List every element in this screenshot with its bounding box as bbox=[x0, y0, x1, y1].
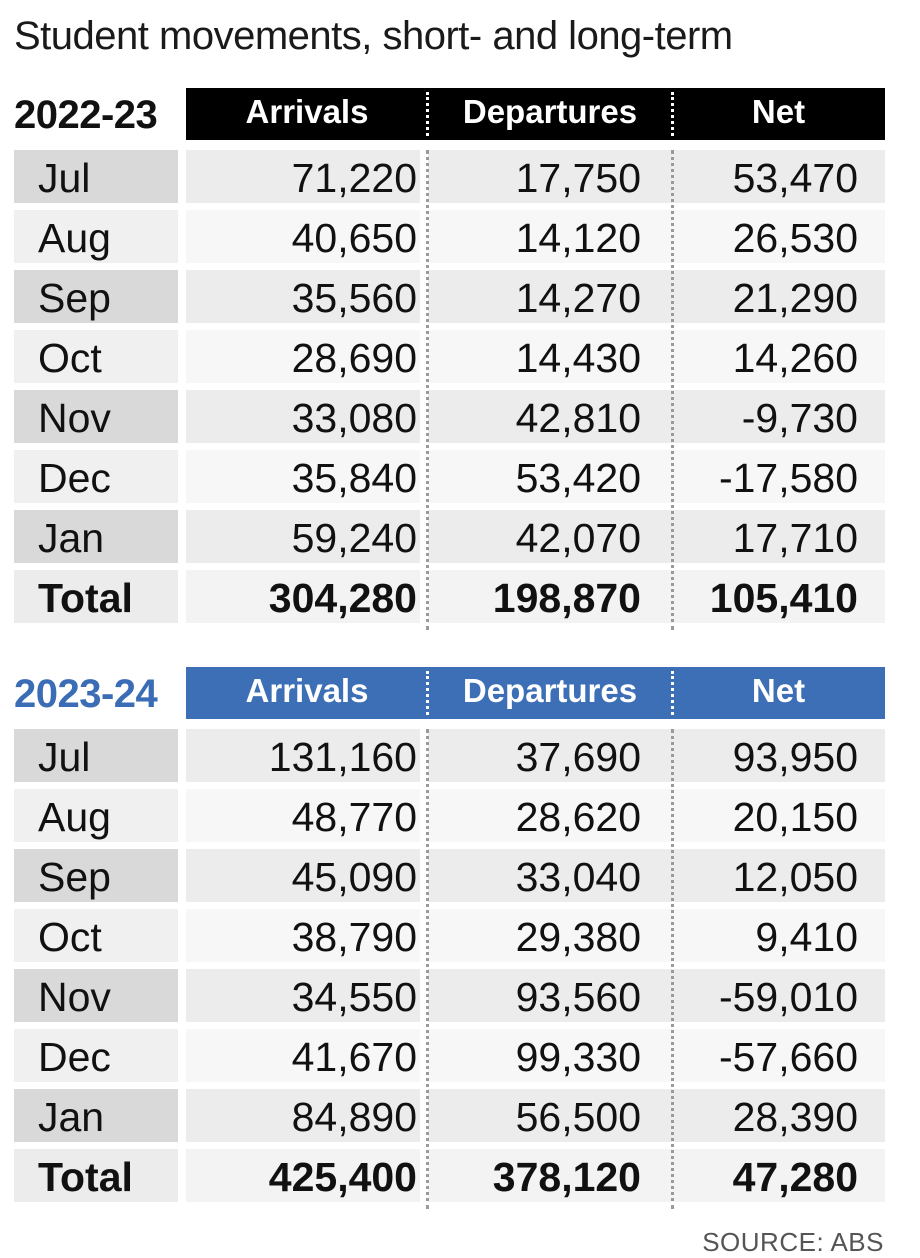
table-row bbox=[14, 909, 885, 969]
table-row bbox=[14, 390, 885, 450]
arrivals-cell: 35,840 bbox=[186, 450, 420, 503]
arrivals-cell: 40,650 bbox=[186, 210, 420, 263]
departures-cell: 99,330 bbox=[428, 1029, 672, 1082]
table-body bbox=[14, 729, 885, 1209]
table-header bbox=[14, 88, 885, 140]
table-row bbox=[14, 1089, 885, 1149]
column-header-net: Net bbox=[751, 93, 806, 130]
net-cell: 21,290 bbox=[672, 270, 885, 323]
departures-cell: 42,070 bbox=[428, 510, 672, 563]
net-cell: 20,150 bbox=[672, 789, 885, 842]
table-row bbox=[14, 510, 885, 570]
column-divider bbox=[426, 729, 429, 1209]
month-cell: Sep bbox=[14, 270, 178, 323]
table-body bbox=[14, 150, 885, 630]
table-header bbox=[14, 667, 885, 719]
table-row bbox=[14, 210, 885, 270]
departures-cell: 14,120 bbox=[428, 210, 672, 263]
net-cell: 105,410 bbox=[672, 570, 885, 623]
table-2023-24 bbox=[14, 667, 885, 1209]
month-cell: Aug bbox=[14, 210, 178, 263]
month-cell: Aug bbox=[14, 789, 178, 842]
table-row bbox=[14, 969, 885, 1029]
departures-cell: 53,420 bbox=[428, 450, 672, 503]
departures-cell: 29,380 bbox=[428, 909, 672, 962]
column-divider bbox=[426, 150, 429, 630]
year-label: 2023-24 bbox=[14, 672, 158, 716]
month-cell: Nov bbox=[14, 969, 178, 1022]
table-row bbox=[14, 450, 885, 510]
table-2022-23 bbox=[14, 88, 885, 630]
month-cell: Dec bbox=[14, 1029, 178, 1082]
column-header-departures: Departures bbox=[462, 93, 638, 130]
total-label: Total bbox=[14, 1149, 178, 1202]
column-header-departures: Departures bbox=[462, 672, 638, 709]
month-cell: Sep bbox=[14, 849, 178, 902]
net-cell: -59,010 bbox=[672, 969, 885, 1022]
month-cell: Oct bbox=[14, 909, 178, 962]
month-cell: Jan bbox=[14, 510, 178, 563]
net-cell: 26,530 bbox=[672, 210, 885, 263]
year-label: 2022-23 bbox=[14, 93, 158, 137]
net-cell: 9,410 bbox=[672, 909, 885, 962]
arrivals-cell: 33,080 bbox=[186, 390, 420, 443]
net-cell: 93,950 bbox=[672, 729, 885, 782]
month-cell: Jul bbox=[14, 150, 178, 203]
month-cell: Dec bbox=[14, 450, 178, 503]
arrivals-cell: 304,280 bbox=[186, 570, 420, 623]
column-divider bbox=[671, 150, 674, 630]
net-cell: 14,260 bbox=[672, 330, 885, 383]
table-row bbox=[14, 1029, 885, 1089]
column-header-net: Net bbox=[751, 672, 806, 709]
table-row bbox=[14, 729, 885, 789]
arrivals-cell: 71,220 bbox=[186, 150, 420, 203]
month-cell: Oct bbox=[14, 330, 178, 383]
table-row bbox=[14, 150, 885, 210]
arrivals-cell: 41,670 bbox=[186, 1029, 420, 1082]
departures-cell: 14,270 bbox=[428, 270, 672, 323]
chart-title: Student movements, short- and long-term bbox=[14, 14, 733, 58]
net-cell: 17,710 bbox=[672, 510, 885, 563]
departures-cell: 93,560 bbox=[428, 969, 672, 1022]
arrivals-cell: 45,090 bbox=[186, 849, 420, 902]
arrivals-cell: 84,890 bbox=[186, 1089, 420, 1142]
table-row bbox=[14, 270, 885, 330]
net-cell: 47,280 bbox=[672, 1149, 885, 1202]
total-row bbox=[14, 1149, 885, 1209]
column-divider bbox=[671, 729, 674, 1209]
net-cell: -17,580 bbox=[672, 450, 885, 503]
table-row bbox=[14, 849, 885, 909]
arrivals-cell: 28,690 bbox=[186, 330, 420, 383]
departures-cell: 28,620 bbox=[428, 789, 672, 842]
column-header-arrivals: Arrivals bbox=[245, 93, 369, 130]
departures-cell: 37,690 bbox=[428, 729, 672, 782]
column-header-arrivals: Arrivals bbox=[245, 672, 369, 709]
departures-cell: 33,040 bbox=[428, 849, 672, 902]
net-cell: 53,470 bbox=[672, 150, 885, 203]
net-cell: 12,050 bbox=[672, 849, 885, 902]
header-divider bbox=[426, 92, 429, 136]
source-note: SOURCE: ABS bbox=[702, 1227, 884, 1257]
arrivals-cell: 425,400 bbox=[186, 1149, 420, 1202]
departures-cell: 14,430 bbox=[428, 330, 672, 383]
table-row bbox=[14, 330, 885, 390]
net-cell: -9,730 bbox=[672, 390, 885, 443]
arrivals-cell: 35,560 bbox=[186, 270, 420, 323]
arrivals-cell: 48,770 bbox=[186, 789, 420, 842]
arrivals-cell: 59,240 bbox=[186, 510, 420, 563]
header-divider bbox=[671, 92, 674, 136]
month-cell: Jul bbox=[14, 729, 178, 782]
arrivals-cell: 131,160 bbox=[186, 729, 420, 782]
net-cell: -57,660 bbox=[672, 1029, 885, 1082]
total-row bbox=[14, 570, 885, 630]
departures-cell: 42,810 bbox=[428, 390, 672, 443]
departures-cell: 378,120 bbox=[428, 1149, 672, 1202]
month-cell: Nov bbox=[14, 390, 178, 443]
arrivals-cell: 38,790 bbox=[186, 909, 420, 962]
arrivals-cell: 34,550 bbox=[186, 969, 420, 1022]
header-divider bbox=[671, 671, 674, 715]
table-row bbox=[14, 789, 885, 849]
departures-cell: 56,500 bbox=[428, 1089, 672, 1142]
departures-cell: 198,870 bbox=[428, 570, 672, 623]
total-label: Total bbox=[14, 570, 178, 623]
departures-cell: 17,750 bbox=[428, 150, 672, 203]
net-cell: 28,390 bbox=[672, 1089, 885, 1142]
header-divider bbox=[426, 671, 429, 715]
month-cell: Jan bbox=[14, 1089, 178, 1142]
